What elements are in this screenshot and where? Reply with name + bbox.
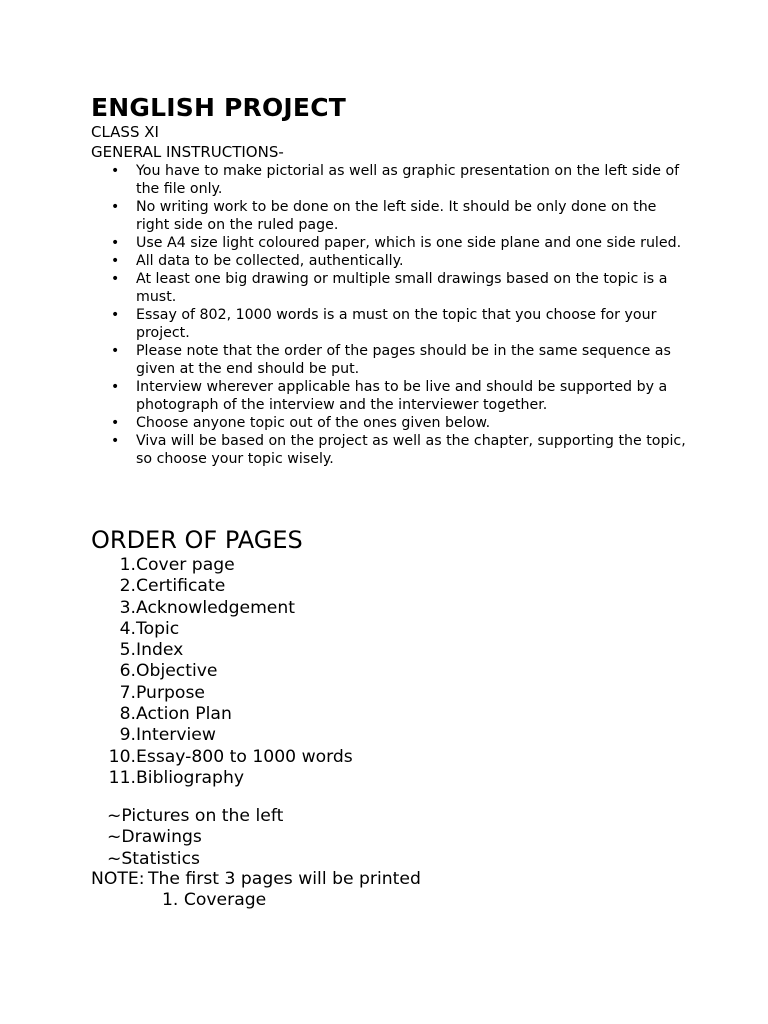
instruction-text: At least one big drawing or multiple small drawings based on the topic is a must. (136, 271, 668, 305)
order-item-label: Cover page (136, 555, 235, 575)
bullet-icon: • (111, 253, 120, 269)
order-item-label: Interview (136, 725, 216, 746)
instruction-item (91, 198, 691, 234)
instructions-list (91, 162, 691, 468)
instruction-item (91, 270, 691, 306)
bullet-icon: • (111, 379, 120, 395)
order-item-label: Bibliography (136, 767, 245, 788)
note-text: The first 3 pages will be printed (148, 869, 421, 889)
order-item-number: 7. (119, 682, 136, 703)
order-item (91, 576, 353, 597)
order-item-number: 6. (119, 661, 136, 682)
order-item-label: Objective (136, 661, 218, 682)
order-item-label: Acknowledgement (136, 597, 296, 618)
order-of-pages-list (91, 555, 353, 789)
order-item-label: Action Plan (136, 704, 232, 725)
page-title: ENGLISH PROJECT (91, 93, 346, 122)
instruction-text: Please note that the order of the pages should be in the same sequence as given at the end should be put. (136, 343, 671, 377)
class-line: CLASS XI (91, 123, 159, 141)
instruction-item (91, 432, 691, 468)
instruction-text: Essay of 802, 1000 words is a must on the topic that you choose for your project. (136, 307, 657, 341)
order-item-number: 3. (119, 597, 136, 618)
order-of-pages-heading: ORDER OF PAGES (91, 526, 303, 554)
order-item (91, 768, 353, 789)
instruction-text: All data to be collected, authentically. (136, 253, 404, 269)
note-label: NOTE: (91, 869, 145, 889)
bullet-icon: • (111, 415, 120, 431)
order-item-number: 11. (108, 767, 136, 788)
extras-item: ~Drawings (107, 827, 202, 848)
order-item-number: 2. (119, 576, 136, 597)
order-item-label: Essay-800 to 1000 words (136, 746, 353, 767)
order-item-label: Purpose (136, 682, 205, 703)
instruction-text: Interview wherever applicable has to be live and should be supported by a photograph of the interview and the interviewer together. (136, 379, 668, 413)
bullet-icon: • (111, 307, 120, 323)
order-item (91, 683, 353, 704)
note (91, 869, 421, 890)
order-item (91, 704, 353, 725)
order-item-number: 1. (119, 555, 136, 575)
instruction-item (91, 378, 691, 414)
order-item-label: Topic (136, 618, 180, 639)
bullet-icon: • (111, 271, 120, 287)
instruction-item (91, 342, 691, 378)
order-item (91, 725, 353, 746)
order-item (91, 555, 353, 576)
order-item-number: 9. (119, 725, 136, 746)
instructions-heading: GENERAL INSTRUCTIONS- (91, 143, 284, 161)
bullet-icon: • (111, 235, 120, 251)
order-item-number: 10. (108, 746, 136, 767)
order-item-number: 5. (119, 640, 136, 661)
instruction-item (91, 252, 691, 270)
order-item-number: 8. (119, 704, 136, 725)
instruction-text: No writing work to be done on the left side. It should be only done on the right side on the ruled page. (136, 199, 657, 233)
order-item (91, 640, 353, 661)
instruction-item (91, 306, 691, 342)
instruction-text: Use A4 size light coloured paper, which is one side plane and one side ruled. (136, 235, 682, 251)
order-item (91, 747, 353, 768)
extras-list (107, 806, 283, 870)
order-item-number: 4. (119, 618, 136, 639)
bullet-icon: • (111, 433, 120, 449)
note-sub-item: 1. Coverage (162, 890, 267, 910)
order-item (91, 598, 353, 619)
instruction-item (91, 162, 691, 198)
bullet-icon: • (111, 343, 120, 359)
instruction-text: You have to make pictorial as well as graphic presentation on the left side of the file only. (136, 163, 680, 197)
instruction-item (91, 414, 691, 432)
bullet-icon: • (111, 199, 120, 215)
extras-item: ~Statistics (107, 848, 200, 869)
bullet-icon: • (111, 163, 120, 179)
instruction-text: Choose anyone topic out of the ones given below. (136, 415, 491, 431)
order-item-label: Certificate (136, 576, 226, 597)
extras-item: ~Pictures on the left (107, 806, 284, 826)
instruction-text: Viva will be based on the project as well as the chapter, supporting the topic, so choose your topic wisely. (136, 433, 686, 467)
order-item-label: Index (136, 640, 184, 661)
order-item (91, 619, 353, 640)
instruction-item (91, 234, 691, 252)
order-item (91, 661, 353, 682)
